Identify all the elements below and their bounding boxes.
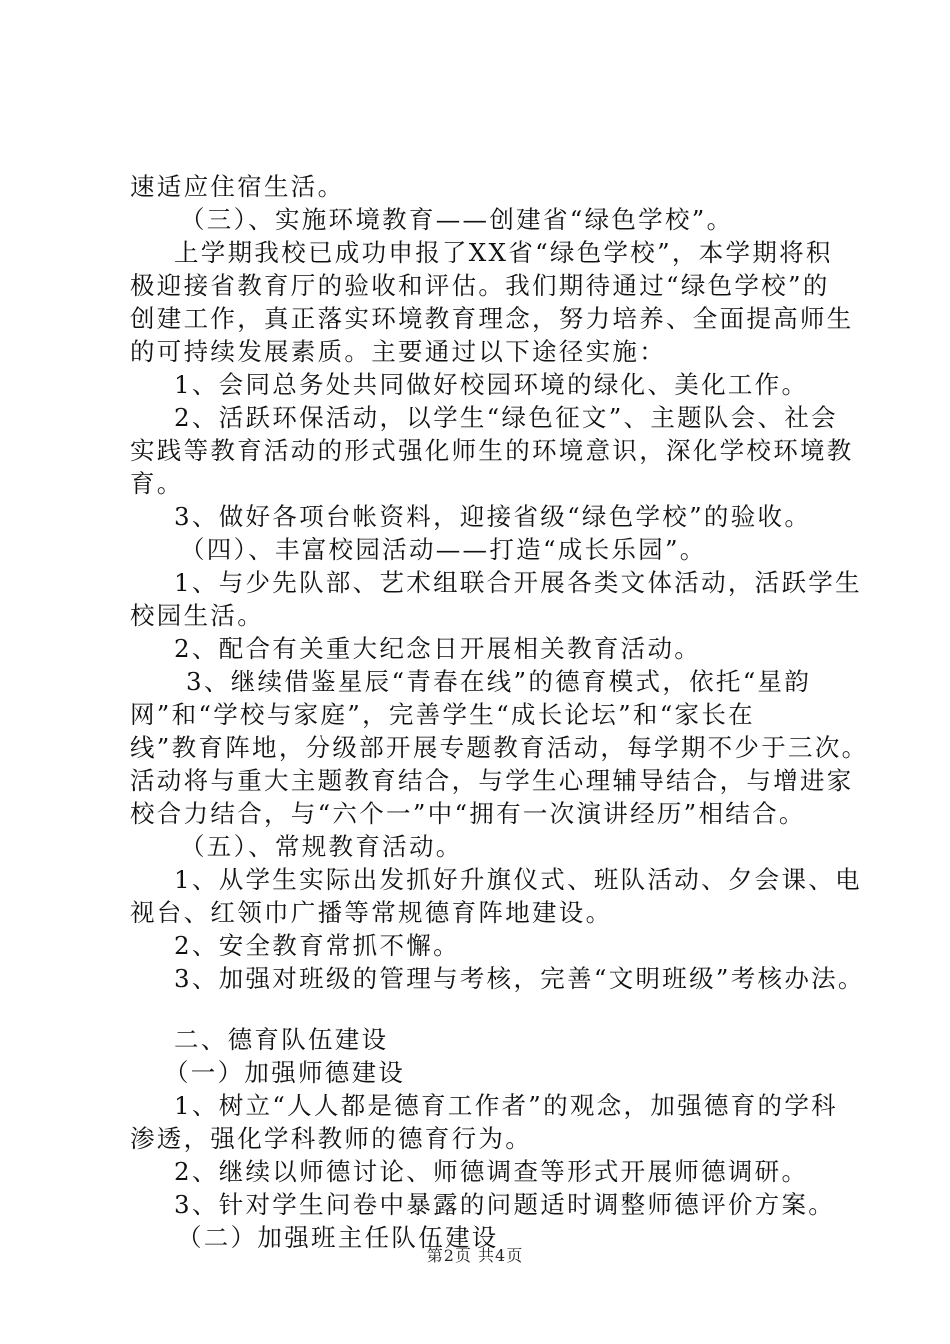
chapter-heading: 二、德育队伍建设 <box>174 1025 389 1054</box>
list-item: 1、树立“人人都是德育工作者”的观念，加强德育的学科 <box>174 1091 838 1120</box>
text-line: 的可持续发展素质。主要通过以下途径实施： <box>130 337 666 366</box>
section-heading: （二）加强班主任队伍建设 <box>177 1223 499 1252</box>
list-item: 1、从学生实际出发抓好升旗仪式、班队活动、夕会课、电 <box>174 865 862 894</box>
text-line: 视台、红领巾广播等常规德育阵地建设。 <box>130 898 613 927</box>
text-line: 网”和“学校与家庭”，完善学生“成长论坛”和“家长在 <box>130 700 755 729</box>
text-line: 校园生活。 <box>130 601 264 630</box>
page-number-footer: 第2页 共4页 <box>426 1246 524 1265</box>
list-item: 3、做好各项台帐资料，迎接省级“绿色学校”的验收。 <box>174 502 812 531</box>
list-item: 3、继续借鉴星辰“青春在线”的德育模式，依托“星韵 <box>186 667 812 696</box>
list-item: 2、配合有关重大纪念日开展相关教育活动。 <box>174 634 702 663</box>
list-item: 3、针对学生问卷中暴露的问题适时调整师德评价方案。 <box>174 1190 836 1219</box>
list-item: 1、会同总务处共同做好校园环境的绿化、美化工作。 <box>174 370 809 399</box>
text-line: 渗透，强化学科教师的德育行为。 <box>130 1124 532 1153</box>
section-heading: （四）、丰富校园活动——打造“成长乐园”。 <box>180 535 707 564</box>
section-heading: （三）、实施环境教育——创建省“绿色学校”。 <box>180 205 734 234</box>
text-line: 校合力结合，与“六个一”中“拥有一次演讲经历”相结合。 <box>130 799 806 828</box>
text-line: 实践等教育活动的形式强化师生的环境意识，深化学校环境教 <box>130 436 854 465</box>
section-heading: （一）加强师德建设 <box>164 1058 406 1087</box>
text-line: 极迎接省教育厅的验收和评估。我们期待通过“绿色学校”的 <box>130 271 830 300</box>
text-line: 创建工作，真正落实环境教育理念，努力培养、全面提高师生 <box>130 304 854 333</box>
text-line: 线”教育阵地，分级部开展专题教育活动，每学期不少于三次。 <box>130 733 869 762</box>
section-heading: （五）、常规教育活动。 <box>180 832 463 861</box>
list-item: 2、继续以师德讨论、师德调查等形式开展师德调研。 <box>174 1157 809 1186</box>
blank-line <box>130 995 830 1023</box>
text-line: 育。 <box>130 469 184 498</box>
document-body <box>130 170 869 1254</box>
list-item: 2、活跃环保活动，以学生“绿色征文”、主题队会、社会 <box>174 403 838 432</box>
list-item: 3、加强对班级的管理与考核，完善“文明班级”考核办法。 <box>174 964 865 993</box>
paragraph-start: 上学期我校已成功申报了XX省“绿色学校”，本学期将积 <box>174 238 833 267</box>
list-item: 1、与少先队部、艺术组联合开展各类文体活动，活跃学生 <box>174 568 862 597</box>
list-item: 2、安全教育常抓不懈。 <box>174 931 460 960</box>
text-line: 活动将与重大主题教育结合，与学生心理辅导结合，与增进家 <box>130 766 854 795</box>
text-line: 速适应住宿生活。 <box>130 172 345 201</box>
